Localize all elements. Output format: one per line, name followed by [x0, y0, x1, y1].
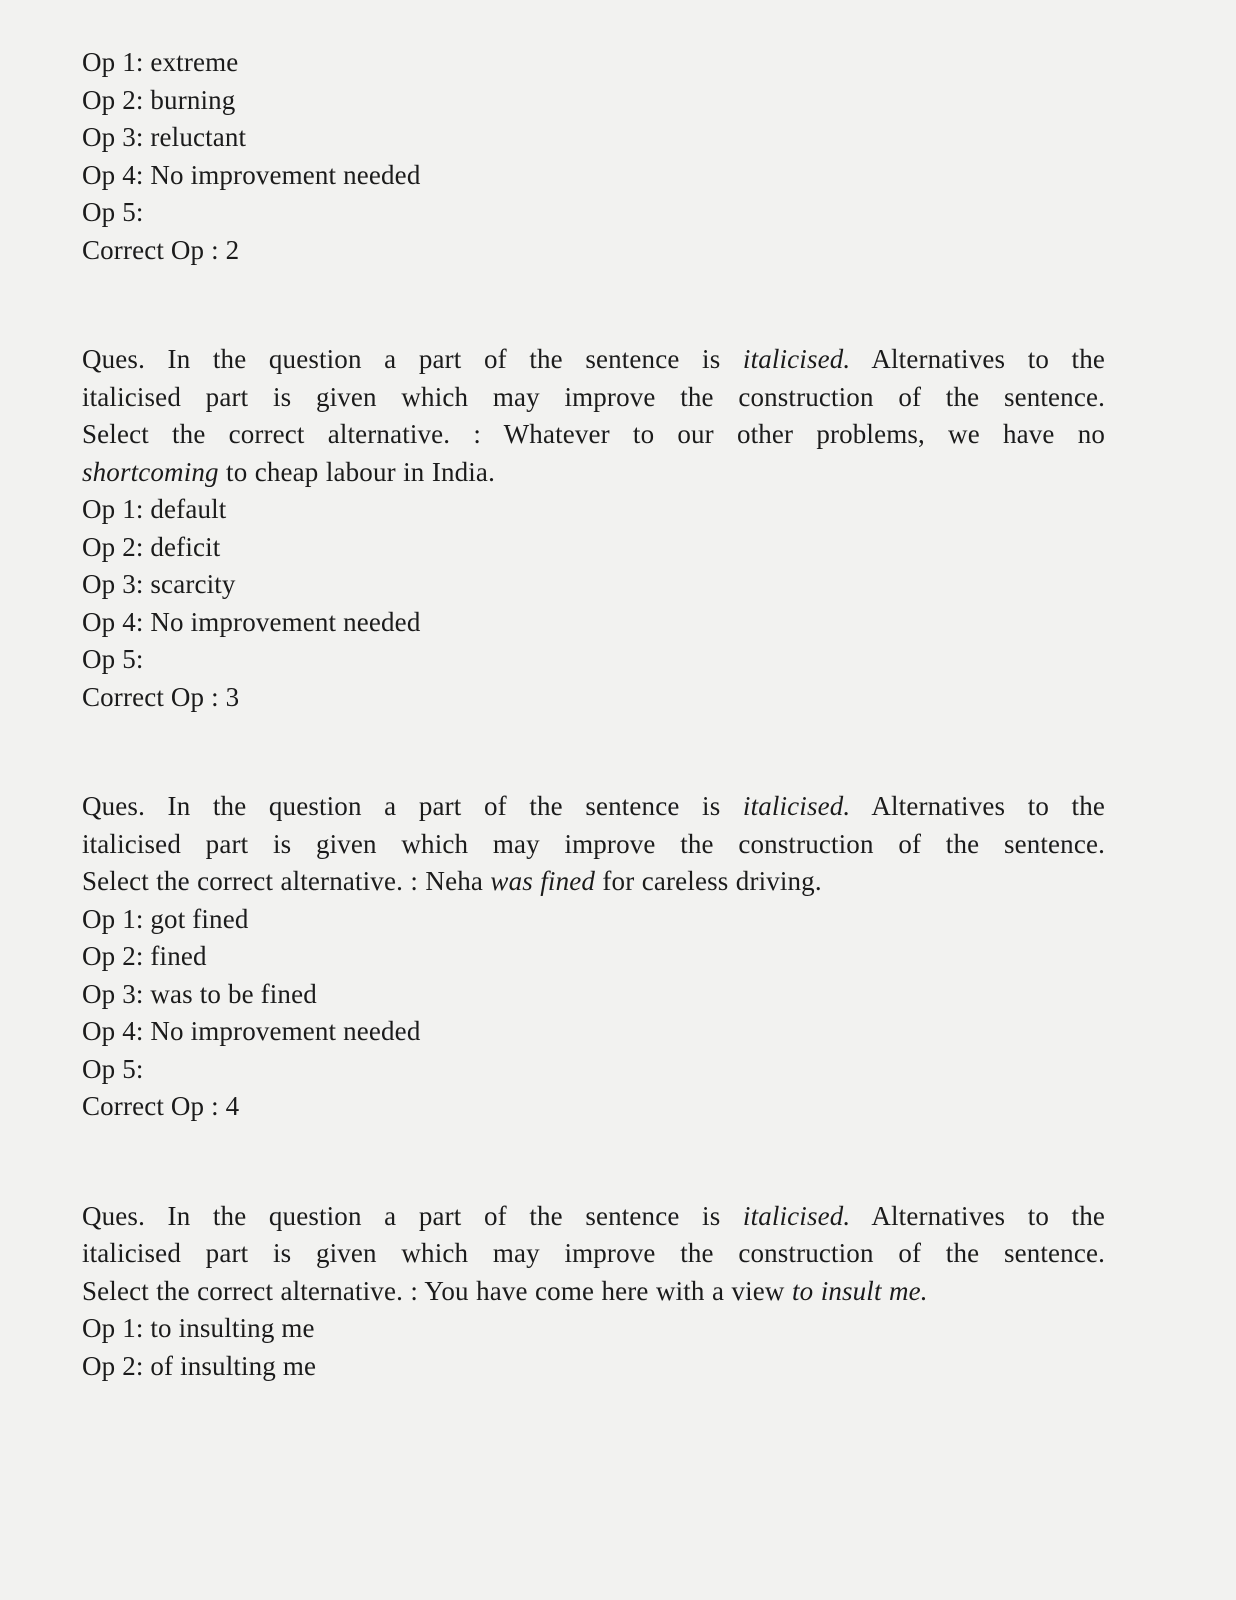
- question-block: [82, 44, 1105, 269]
- question-stem-line: [82, 1235, 1105, 1273]
- italicised-phrase: to insult me.: [792, 1275, 928, 1306]
- option-item: Op 2: deficit: [82, 531, 221, 562]
- stem-text: to cheap labour in India.: [218, 456, 495, 487]
- option-item: Op 2: of insulting me: [82, 1350, 317, 1381]
- stem-text: for careless driving.: [595, 866, 822, 896]
- option-item: Op 1: got fined: [82, 903, 249, 934]
- question-stem-line: [82, 788, 1105, 826]
- option-item: Op 3: reluctant: [82, 122, 247, 152]
- stem-text: Select the correct alternative. : Neha: [82, 866, 491, 896]
- option-item: Op 4: No improvement needed: [82, 159, 421, 190]
- question-stem: [82, 341, 1105, 491]
- question-stem-line: [82, 454, 1105, 492]
- italicised-phrase: shortcoming: [82, 456, 219, 487]
- option-item: Op 4: No improvement needed: [82, 606, 421, 637]
- option-item: Op 4: No improvement needed: [82, 1016, 421, 1046]
- question-stem-line: [82, 379, 1105, 417]
- stem-text: italicised part is given which may improve the construction of the sentence.: [82, 1238, 1105, 1268]
- italicised-phrase: italicised.: [742, 791, 851, 821]
- option-item: Op 1: extreme: [82, 47, 239, 77]
- question-stem-line: [82, 1198, 1105, 1236]
- question-stem-line: [82, 826, 1105, 864]
- stem-text: Alternatives to the: [850, 1200, 1105, 1231]
- stem-text: Alternatives to the: [850, 344, 1105, 374]
- stem-text: Ques. In the question a part of the sentence is: [82, 344, 743, 374]
- option-item: Op 1: default: [82, 494, 227, 524]
- stem-text: Select the correct alternative. : Whatever to our other problems, we have no: [82, 419, 1105, 449]
- question-stem-line: [82, 341, 1105, 379]
- option-item: Op 3: was to be fined: [82, 978, 317, 1009]
- correct-answer: Correct Op : 4: [82, 1091, 240, 1121]
- question-stem-line: [82, 863, 1105, 901]
- option-list: [82, 901, 1105, 1089]
- italicised-phrase: italicised.: [742, 1200, 851, 1231]
- question-block: [82, 1198, 1105, 1386]
- question-block: [82, 341, 1105, 716]
- question-blocks-container: [82, 44, 1105, 1385]
- option-item: Op 5:: [82, 197, 144, 227]
- italicised-phrase: italicised.: [742, 344, 851, 374]
- stem-text: Ques. In the question a part of the sentence is: [82, 1200, 743, 1231]
- question-stem: [82, 788, 1105, 901]
- option-list: [82, 491, 1105, 679]
- option-item: Op 2: fined: [82, 941, 207, 971]
- question-block: [82, 788, 1105, 1126]
- question-stem-line: [82, 1273, 1105, 1311]
- stem-text: Select the correct alternative. : You have come here with a view: [82, 1275, 792, 1306]
- option-list: [82, 1310, 1105, 1385]
- stem-text: Alternatives to the: [850, 791, 1105, 821]
- correct-answer: Correct Op : 3: [82, 681, 240, 712]
- question-stem: [82, 1198, 1105, 1311]
- correct-answer: Correct Op : 2: [82, 234, 240, 265]
- question-stem-line: [82, 416, 1105, 454]
- stem-text: italicised part is given which may improve the construction of the sentence.: [82, 381, 1105, 412]
- option-item: Op 2: burning: [82, 84, 236, 115]
- option-item: Op 5:: [82, 644, 144, 674]
- option-list: [82, 44, 1105, 232]
- stem-text: italicised part is given which may improve the construction of the sentence.: [82, 828, 1105, 859]
- option-item: Op 1: to insulting me: [82, 1313, 315, 1343]
- option-item: Op 3: scarcity: [82, 569, 236, 599]
- stem-text: Ques. In the question a part of the sentence is: [82, 791, 743, 821]
- italicised-phrase: was fined: [490, 866, 596, 896]
- option-item: Op 5:: [82, 1053, 144, 1084]
